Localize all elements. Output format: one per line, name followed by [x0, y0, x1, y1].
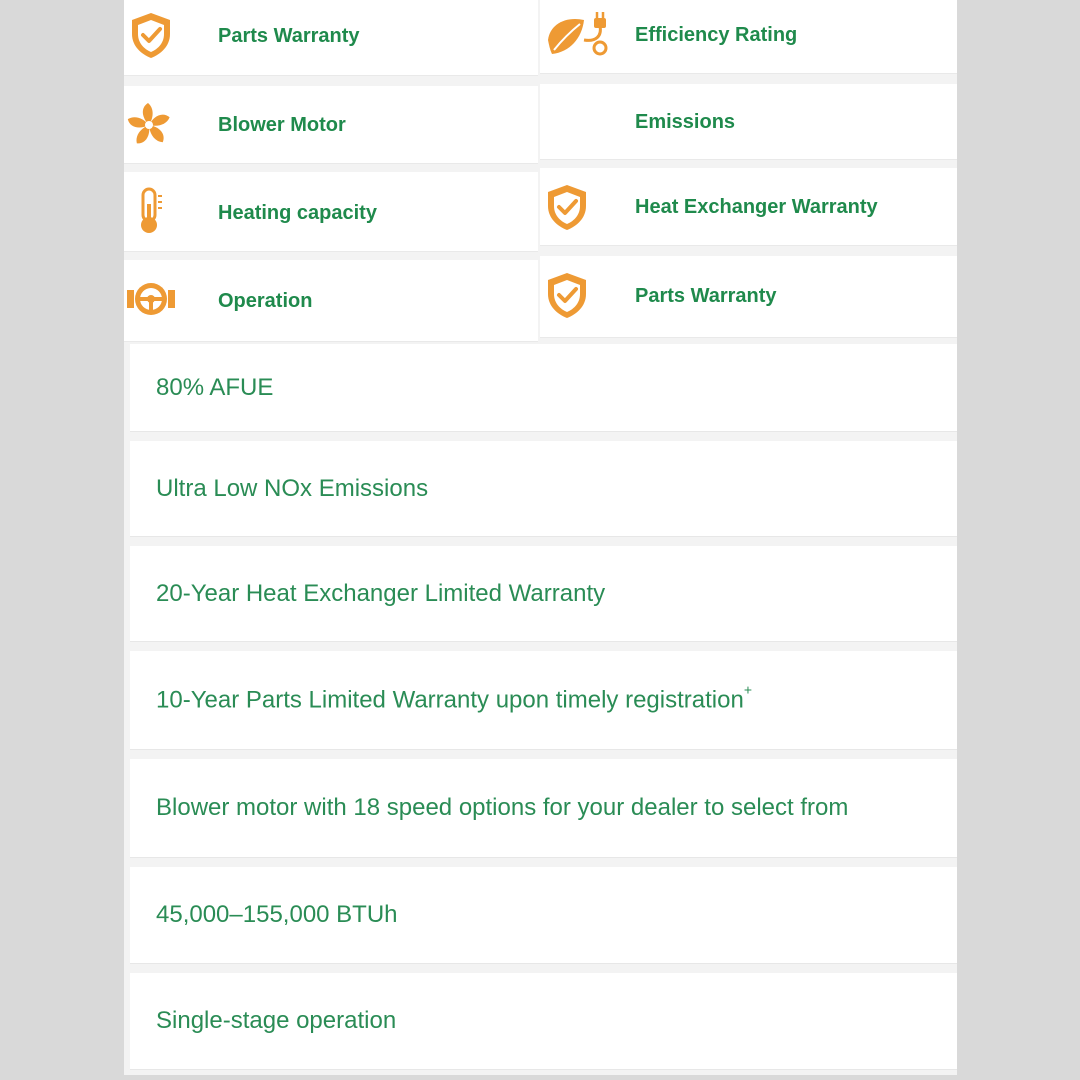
shield-check-icon	[542, 182, 592, 232]
feature-tile-operation	[124, 260, 538, 342]
feature-tile-parts-warranty-2	[540, 256, 957, 338]
spec-text: 20-Year Heat Exchanger Limited Warranty	[156, 579, 606, 607]
feature-panel	[124, 0, 957, 1075]
feature-tile-heating-capacity	[124, 172, 538, 252]
fan-icon	[124, 100, 174, 150]
feature-label: Parts Warranty	[635, 285, 777, 307]
shield-check-icon	[126, 10, 176, 60]
feature-tile-efficiency-rating	[540, 0, 957, 74]
footnote-marker: +	[743, 681, 752, 698]
spec-text-wrap	[156, 681, 752, 715]
feature-tile-parts-warranty	[124, 0, 538, 76]
feature-label: Heating capacity	[218, 202, 377, 224]
spec-text: 80% AFUE	[156, 373, 274, 401]
spec-row-heat-exchanger-warranty	[130, 546, 957, 642]
spec-row-emissions	[130, 441, 957, 537]
spec-text: Blower motor with 18 speed options for your dealer to select from	[156, 794, 849, 821]
feature-label: Heat Exchanger Warranty	[635, 196, 878, 218]
feature-label: Efficiency Rating	[635, 24, 798, 46]
steering-wheel-icon	[126, 274, 176, 324]
spec-row-efficiency	[130, 344, 957, 432]
feature-tile-emissions	[540, 84, 957, 160]
feature-label: Emissions	[635, 111, 736, 133]
spec-text: Single-stage operation	[156, 1007, 397, 1034]
spec-row-heating-capacity	[130, 867, 957, 964]
feature-label: Blower Motor	[218, 114, 346, 136]
spec-row-blower-motor	[130, 759, 957, 858]
thermometer-icon	[124, 186, 174, 236]
spec-text: Ultra Low NOx Emissions	[156, 474, 429, 502]
shield-check-icon	[542, 270, 592, 320]
leaf-plug-icon	[544, 10, 610, 60]
spec-text: 45,000–155,000 BTUh	[156, 901, 398, 928]
feature-tile-blower-motor	[124, 86, 538, 164]
spec-row-parts-warranty	[130, 651, 957, 750]
feature-label: Parts Warranty	[218, 25, 360, 47]
feature-label: Operation	[218, 290, 313, 312]
spec-row-operation	[130, 973, 957, 1070]
feature-tile-heat-exchanger-warranty	[540, 168, 957, 246]
spec-text: 10-Year Parts Limited Warranty upon timely registration	[156, 686, 744, 714]
